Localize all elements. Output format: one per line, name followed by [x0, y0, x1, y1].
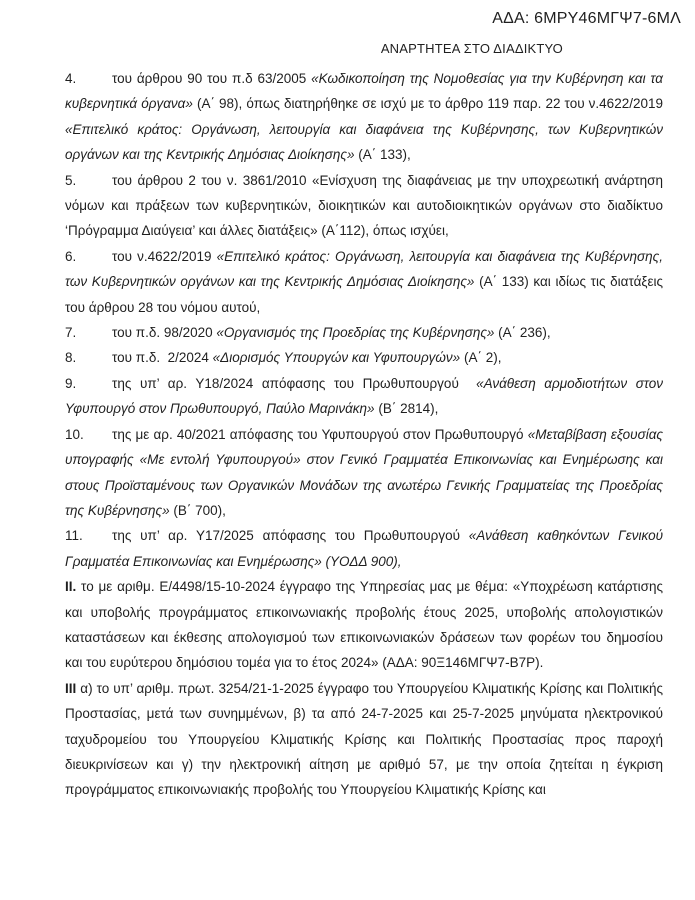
paragraph	[65, 523, 663, 574]
text-run: (Α΄ 98), όπως διατηρήθηκε σε ισχύ με το άρθρο 119 παρ. 22 του ν.4622/2019	[192, 96, 663, 112]
paragraph	[65, 574, 663, 676]
text-run: του ν.4622/2019	[112, 248, 217, 264]
paragraph	[65, 371, 663, 422]
paragraph-number: 5.	[65, 172, 77, 188]
paragraph-number: 6.	[65, 248, 77, 264]
paragraph	[65, 168, 663, 244]
text-run: του άρθρου 2 του ν. 3861/2010 «Ενίσχυση της διαφάνειας με την υποχρεωτική ανάρτηση νόμων και πράξεων των κυβερνητικών, διοικητικών και αυτοδιοικητικών οργάνων στο διαδίκτυο ‘Πρόγραμμα Διαύγεια’ και άλλες διατάξεις» (Α΄112), όπως ισχύει,	[65, 172, 663, 239]
text-run: «Ανάθεση αρμοδιοτήτων στον Υφυπουργό στον Πρωθυπουργό, Παύλο Μαρινάκη»	[65, 375, 664, 417]
text-run: III	[65, 680, 77, 696]
text-run: (Α΄ 133),	[354, 147, 411, 163]
paragraph-number: 9.	[65, 375, 77, 391]
text-run: II.	[65, 579, 77, 595]
posted-on-internet-label: ΑΝΑΡΤΗΤΕΑ ΣΤΟ ΔΙΑΔΙΚΤΥΟ	[380, 41, 563, 56]
document-body	[65, 66, 663, 803]
text-run: του π.δ. 2/2024	[112, 350, 213, 366]
paragraph	[65, 345, 663, 370]
text-run: το με αριθμ. Ε/4498/15-10-2024 έγγραφο της Υπηρεσίας μας με θέμα: «Υποχρέωση κατάρτισης και υποβολής προγράμματος επικοινωνιακής προβολής έτους 2025, υποβολής απολογιστικών καταστάσεων και έκθεσης απολογισμού των επικοινωνιακών δράσεων των φορέων του δημοσίου και του ευρύτερου δημόσιου τομέα για το έτος 2024» (ΑΔΑ: 90Ξ146ΜΓΨ7-Β7Ρ).	[65, 579, 663, 671]
text-run: του π.δ. 98/2020	[112, 325, 217, 341]
text-run: «Οργανισμός της Προεδρίας της Κυβέρνησης»	[216, 325, 495, 341]
ada-code: ΑΔΑ: 6ΜΡΥ46ΜΓΨ7-6ΜΛ	[492, 10, 681, 27]
paragraph	[65, 320, 663, 345]
text-run: (Α΄ 133) και ιδίως τις διατάξεις του άρθρου 28 του νόμου αυτού,	[65, 274, 663, 315]
text-run: «Ανάθεση καθηκόντων Γενικού Γραμματέα Επικοινωνίας και Ενημέρωσης» (ΥΟΔΔ 900),	[65, 528, 663, 569]
text-run: της υπ’ αρ. Υ18/2024 απόφασης του Πρωθυπουργού	[112, 375, 477, 391]
paragraph-number: 10.	[65, 426, 84, 442]
paragraph-number: 7.	[65, 325, 77, 341]
text-run: «Επιτελικό κράτος: Οργάνωση, λειτουργία και διαφάνεια της Κυβέρνησης, των Κυβερνητικών οργάνων και της Κεντρικής Δημόσιας Διοίκησης»	[65, 121, 663, 163]
text-run: «Κωδικοποίηση της Νομοθεσίας για την Κυβέρνηση και τα κυβερνητικά όργανα»	[65, 71, 663, 112]
text-run: (Β΄ 700),	[169, 502, 226, 518]
text-run: της με αρ. 40/2021 απόφασης του Υφυπουργού στον Πρωθυπουργό	[112, 426, 528, 442]
text-run: α) το υπ’ αριθμ. πρωτ. 3254/21-1-2025 έγγραφο του Υπουργείου Κλιματικής Κρίσης και Πολιτικής Προστασίας, μετά των συνημμένων, β) τα από 24-7-2025 και 25-7-2025 μηνύματα ηλεκτρονικού ταχυδρομείου του Υπουργείου Κλιματικής Κρίσης και Πολιτικής Προστασίας προς παροχή διευκρινίσεων και γ) την ηλεκτρονική αίτηση με αριθμό 57, με την οποία ζητείται η έγκριση προγράμματος επικοινωνιακής προβολής του Υπουργείου Κλιματικής Κρίσης και	[65, 680, 663, 798]
text-run: της υπ’ αρ. Υ17/2025 απόφασης του Πρωθυπουργού	[112, 528, 469, 544]
paragraph-number: 11.	[65, 528, 83, 544]
text-run: του άρθρου 90 του π.δ 63/2005	[112, 71, 312, 86]
text-run: (Β΄ 2814),	[374, 401, 439, 417]
text-run: (Α΄ 236),	[494, 325, 551, 341]
paragraph	[65, 66, 663, 168]
paragraph	[65, 244, 663, 320]
text-run: «Διορισμός Υπουργών και Υφυπουργών»	[212, 350, 461, 366]
paragraph-number: 4.	[65, 71, 77, 86]
text-run: «Επιτελικό κράτος: Οργάνωση, λειτουργία και διαφάνεια της Κυβέρνησης, των Κυβερνητικών οργάνων και της Κεντρικής Δημόσιας Διοίκησης»	[65, 248, 663, 290]
paragraph-number: 8.	[65, 350, 77, 366]
paragraph	[65, 676, 663, 803]
text-run: (Α΄ 2),	[460, 350, 502, 366]
paragraph	[65, 422, 663, 524]
text-run: «Μεταβίβαση εξουσίας υπογραφής «Με εντολή Υφυπουργού» στον Γενικό Γραμματέα Επικοινωνίας και Ενημέρωσης και στους Προϊσταμένους των Οργανικών Μονάδων της ανωτέρω Γενικής Γραμματείας της Προεδρίας της Κυβέρνησης»	[65, 426, 663, 518]
